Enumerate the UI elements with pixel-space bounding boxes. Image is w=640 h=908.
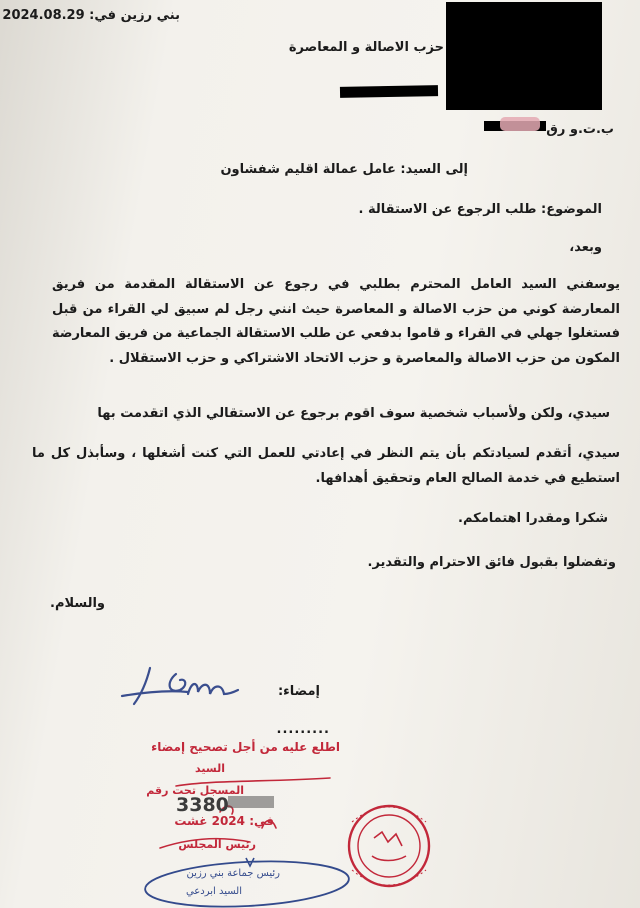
stamp-line-4: في: 2024 غشت [174, 814, 274, 828]
number-redaction [228, 796, 274, 808]
blue-stamp-line-1: رئيس جماعة بني رزين [186, 868, 280, 879]
blue-stamp-line-2: السيد ابردعي [185, 886, 242, 897]
paragraph-2: سيدي، ولكن ولأسباب شخصية سوف اقوم برجوع عن الاستقالي الذي اتقدمت بها [97, 406, 610, 421]
salam-line: والسلام. [50, 596, 105, 611]
reference-line: ب.ت.و رق [546, 122, 614, 137]
signature-scribble [122, 668, 238, 704]
stamp-number: 3380 [176, 794, 229, 816]
thanks-line: شكرا ومقدرا اهتمامكم. [458, 511, 608, 526]
signature-dots: ......... [276, 722, 330, 737]
stamp-line-3: المسجل تحت رقم [146, 784, 244, 797]
paragraph-1: يوسفني السيد العامل المحترم بطلبي في رجوع عن الاستقالة المقدمة من فريق المعارضة كوني من حزب الاصالة و المعاصرة حيث انني رجل لم سبيق لي القراء من قبل فستغلوا جهلي في القراء و قاموا بدفعي عن طلب الاستقالة الجماعية من فريق المعارضة المكون من حزب الاصالة والمعاصرة و حزب الاتحاد الاشتراكي و حزب الاستقلال . [52, 277, 620, 366]
stamp-line-1: اطلع عليه من أجل تصحيح إمضاء [151, 740, 340, 754]
date-line: بني رزين في: 2024.08.29 [2, 8, 180, 23]
closing-line: وتفضلوا بقبول فائق الاحترام والتقدير. [367, 555, 616, 570]
blue-oval-stamp [144, 857, 350, 908]
party-name: حزب الاصالة و المعاصرة [288, 40, 444, 55]
greeting: وبعد، [569, 240, 602, 255]
signature-label: إمضاء: [277, 684, 320, 699]
round-seal-icon [349, 806, 429, 886]
subject: الموضوع: طلب الرجوع عن الاستقالة . [358, 202, 602, 217]
paragraph-3: سيدي، أتقدم لسيادتكم بأن يتم النظر في إعادتي للعمل التي كنت أشغلها ، وسأبذل كل ما استطيع في خدمة الصالح العام وتحقيق أهدافها. [32, 446, 620, 486]
addressee: إلى السيد: عامل عمالة اقليم شفشاون [220, 162, 468, 177]
stamp-line-5: رئيس المجلس [178, 838, 256, 851]
stamp-line-2: السيد [195, 762, 225, 775]
